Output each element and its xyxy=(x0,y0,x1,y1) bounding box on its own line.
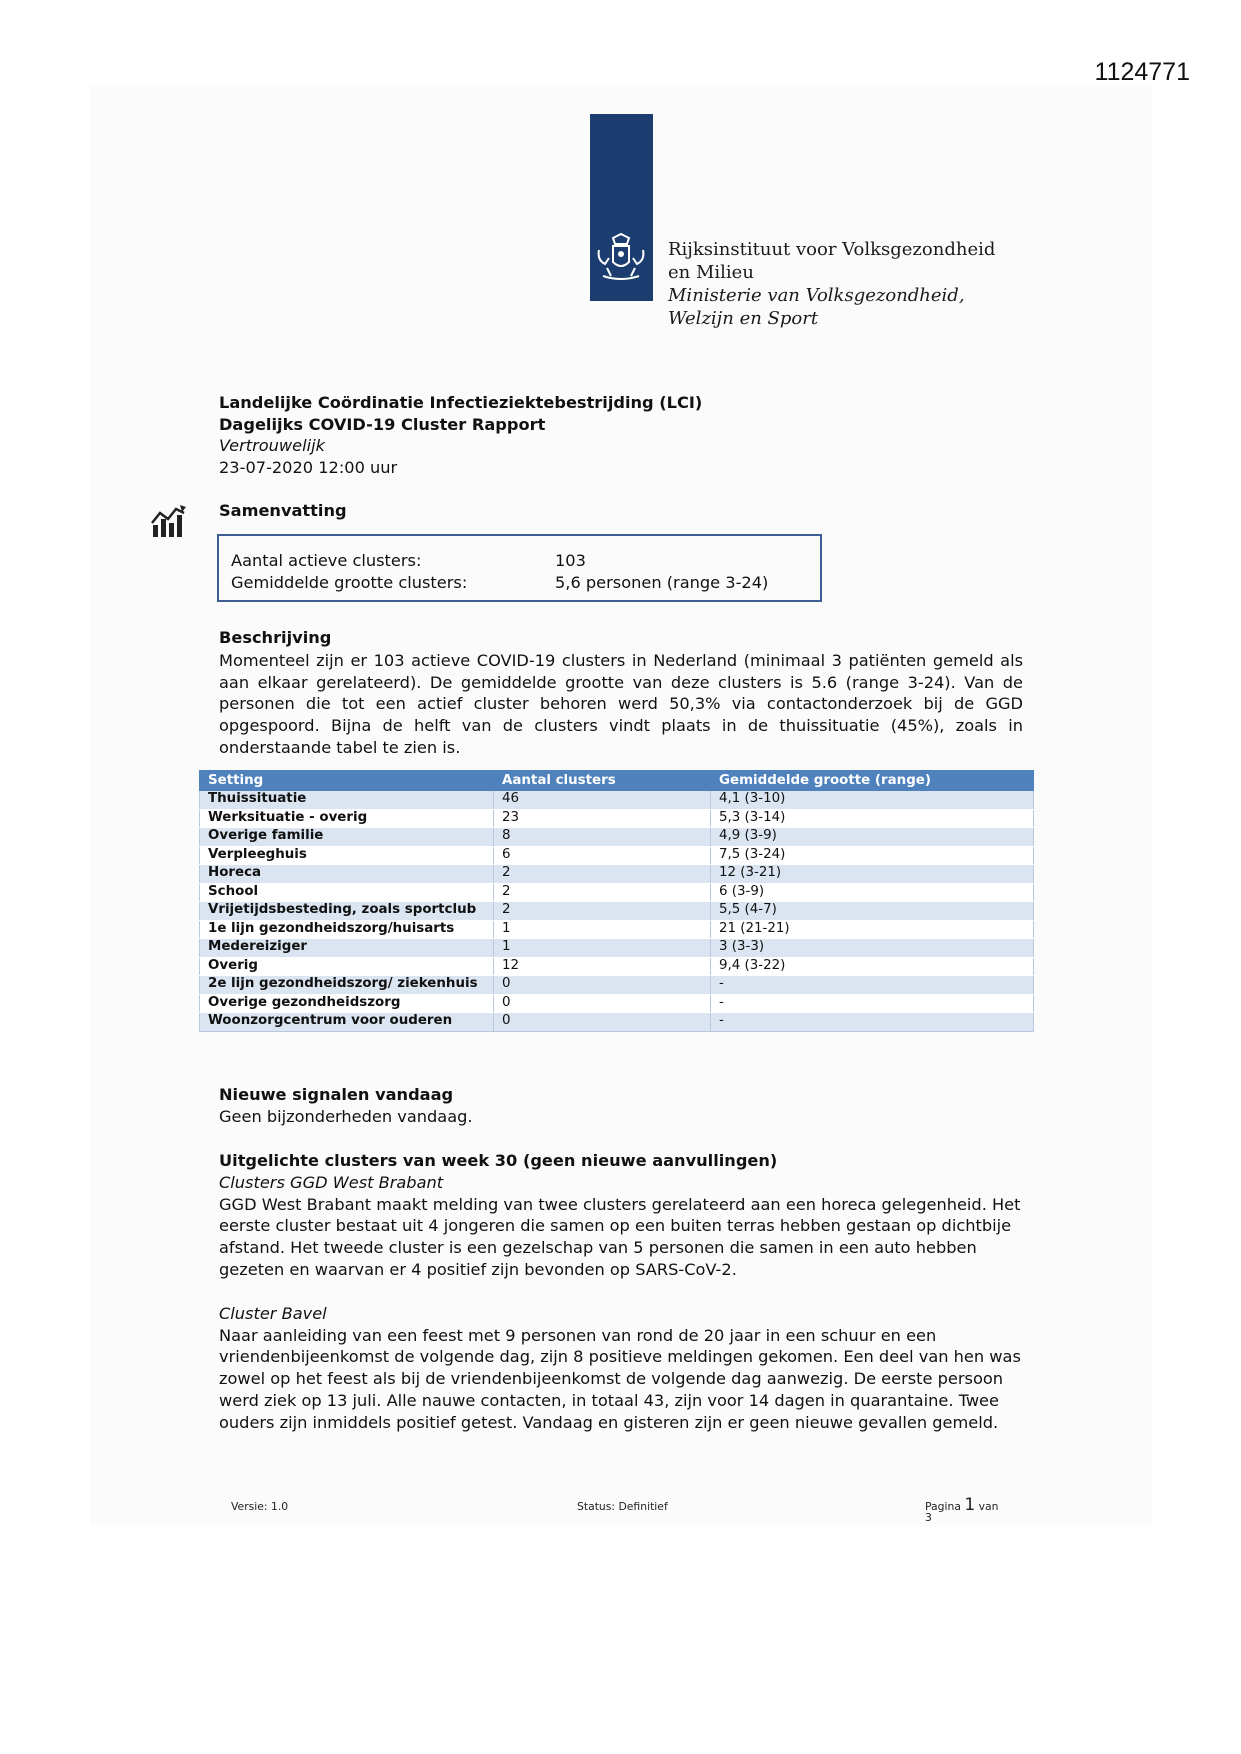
setting-cell: 1e lijn gezondheidszorg/huisarts xyxy=(200,920,494,939)
setting-cell: Overige familie xyxy=(200,828,494,847)
table-row xyxy=(200,957,1034,976)
description-text: Momenteel zijn er 103 actieve COVID-19 clusters in Nederland (minimaal 3 patiënten gemeld als aan elkaar gerelateerd). De gemiddelde grootte van deze clusters is 5.6 (range 3-24). Van de personen die tot een actief cluster behoren werd 50,3% via contactonderzoek bij de GGD opgespoord. Bijna de helft van de clusters vindt plaats in de thuissituatie (45%), zoals in onderstaande tabel te zien is. xyxy=(219,651,1023,757)
setting-cell: Werksituatie - overig xyxy=(200,809,494,828)
table-row xyxy=(200,994,1034,1013)
size-cell: - xyxy=(711,994,1034,1013)
table-row xyxy=(200,939,1034,958)
table-row xyxy=(200,883,1034,902)
setting-cell: Vrijetijdsbesteding, zoals sportclub xyxy=(200,902,494,921)
org-line-2: en Milieu xyxy=(668,262,754,283)
count-cell: 2 xyxy=(494,865,711,884)
size-cell: 4,1 (3-10) xyxy=(711,791,1034,810)
size-cell: 5,3 (3-14) xyxy=(711,809,1034,828)
cluster-2-title: Cluster Bavel xyxy=(219,1303,327,1323)
cluster-table xyxy=(199,770,1034,1032)
count-cell: 8 xyxy=(494,828,711,847)
document-number: 1124771 xyxy=(1094,58,1190,86)
org-line-1: Rijksinstituut voor Volksgezondheid xyxy=(668,239,996,260)
table-row xyxy=(200,828,1034,847)
featured-title: Uitgelichte clusters van week 30 (geen nieuwe aanvullingen) xyxy=(219,1151,778,1170)
summary-box xyxy=(217,534,822,602)
count-cell: 0 xyxy=(494,994,711,1013)
summary-title: Samenvatting xyxy=(219,501,347,520)
footer-status: Status: Definitief xyxy=(577,1500,668,1513)
report-datetime: 23-07-2020 12:00 uur xyxy=(219,457,398,477)
org-line-4: Welzijn en Sport xyxy=(668,308,819,329)
page-prefix: Pagina xyxy=(925,1500,961,1513)
signals-title: Nieuwe signalen vandaag xyxy=(219,1085,454,1104)
count-cell: 2 xyxy=(494,883,711,902)
report-title: Dagelijks COVID-19 Cluster Rapport xyxy=(219,414,546,434)
footer-pagination xyxy=(925,1495,999,1524)
setting-cell: Overig xyxy=(200,957,494,976)
active-clusters-label: Aantal actieve clusters: xyxy=(231,551,422,570)
column-header: Setting xyxy=(200,771,494,791)
size-cell: - xyxy=(711,1013,1034,1032)
cluster-1-text: GGD West Brabant maakt melding van twee clusters gerelateerd aan een horeca gelegenheid. Het eerste cluster bestaat uit 4 jongeren die samen op een buiten terras hebben gestaan op dichtbije afstand. Het tweede cluster is een gezelschap van 5 personen die samen in een auto hebben gezeten en waarvan er 4 positief zijn bevonden op SARS-CoV-2. xyxy=(219,1194,1021,1279)
avg-size-value: 5,6 personen (range 3-24) xyxy=(555,573,769,592)
signals-text: Geen bijzonderheden vandaag. xyxy=(219,1107,473,1126)
page-mid: van xyxy=(978,1500,999,1513)
report-header xyxy=(219,392,1025,478)
size-cell: 9,4 (3-22) xyxy=(711,957,1034,976)
count-cell: 12 xyxy=(494,957,711,976)
confidential-label: Vertrouwelijk xyxy=(219,436,325,455)
featured-clusters xyxy=(219,1150,1029,1434)
size-cell: 5,5 (4-7) xyxy=(711,902,1034,921)
size-cell: 3 (3-3) xyxy=(711,939,1034,958)
count-cell: 6 xyxy=(494,846,711,865)
size-cell: 6 (3-9) xyxy=(711,883,1034,902)
setting-cell: Verpleeghuis xyxy=(200,846,494,865)
table-row xyxy=(200,976,1034,995)
column-header: Gemiddelde grootte (range) xyxy=(711,771,1034,791)
count-cell: 0 xyxy=(494,976,711,995)
report-org-title: Landelijke Coördinatie Infectieziektebestrijding (LCI) xyxy=(219,393,703,412)
size-cell: 7,5 (3-24) xyxy=(711,846,1034,865)
avg-size-label: Gemiddelde grootte clusters: xyxy=(231,573,468,592)
table-header-row xyxy=(200,771,1034,791)
count-cell: 0 xyxy=(494,1013,711,1032)
crest-icon xyxy=(593,232,649,284)
table-row xyxy=(200,1013,1034,1032)
cluster-2-text: Naar aanleiding van een feest met 9 personen van rond de 20 jaar in een schuur en een vriendenbijeenkomst de volgende dag, zijn 8 positieve meldingen gekomen. Een deel van hen was zowel op het feest als bij de vriendenbijeenkomst de volgende dag aanwezig. De eerste persoon werd ziek op 13 juli. Alle nauwe contacten, in totaal 43, zijn voor 14 dagen in quarantaine. Twee ouders zijn inmiddels positief getest. Vandaag en gisteren zijn er geen nieuwe gevallen gemeld. xyxy=(219,1325,1021,1432)
size-cell: 12 (3-21) xyxy=(711,865,1034,884)
org-line-3: Ministerie van Volksgezondheid, xyxy=(668,285,965,306)
footer-version: Versie: 1.0 xyxy=(231,1500,289,1513)
page-total: 3 xyxy=(925,1511,932,1524)
count-cell: 1 xyxy=(494,939,711,958)
table-row xyxy=(200,791,1034,810)
count-cell: 2 xyxy=(494,902,711,921)
size-cell: 21 (21-21) xyxy=(711,920,1034,939)
chart-icon xyxy=(150,503,186,539)
setting-cell: School xyxy=(200,883,494,902)
setting-cell: Thuissituatie xyxy=(200,791,494,810)
setting-cell: Medereiziger xyxy=(200,939,494,958)
table-row xyxy=(200,865,1034,884)
size-cell: 4,9 (3-9) xyxy=(711,828,1034,847)
setting-cell: 2e lijn gezondheidszorg/ ziekenhuis xyxy=(200,976,494,995)
count-cell: 1 xyxy=(494,920,711,939)
size-cell: - xyxy=(711,976,1034,995)
table-row xyxy=(200,809,1034,828)
setting-cell: Horeca xyxy=(200,865,494,884)
table-row xyxy=(200,920,1034,939)
cluster-1-title: Clusters GGD West Brabant xyxy=(219,1172,444,1192)
setting-cell: Overige gezondheidszorg xyxy=(200,994,494,1013)
table-row xyxy=(200,902,1034,921)
setting-cell: Woonzorgcentrum voor ouderen xyxy=(200,1013,494,1032)
count-cell: 46 xyxy=(494,791,711,810)
table-row xyxy=(200,846,1034,865)
count-cell: 23 xyxy=(494,809,711,828)
organization-name xyxy=(668,238,995,330)
column-header: Aantal clusters xyxy=(494,771,711,791)
description-title: Beschrijving xyxy=(219,628,332,647)
active-clusters-value: 103 xyxy=(555,551,586,570)
page-number: 1 xyxy=(964,1495,976,1515)
